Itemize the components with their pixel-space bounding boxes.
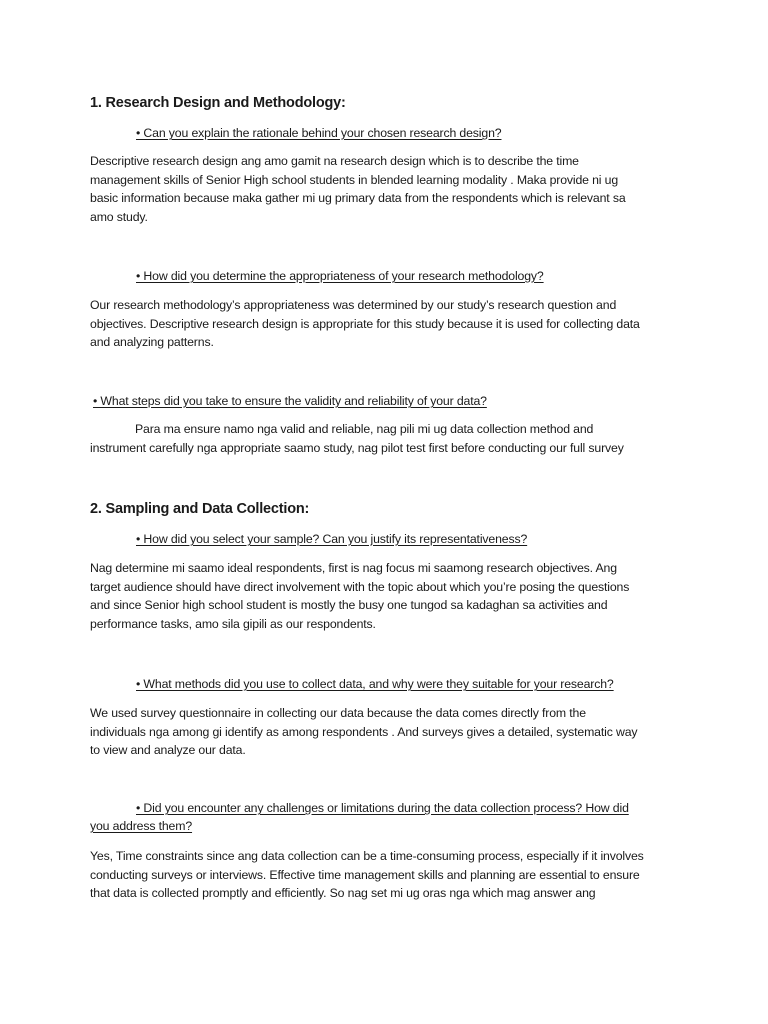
answer-line: performance tasks, amo sila gipili as our respondents. <box>90 616 376 631</box>
section-heading-research-design: 1. Research Design and Methodology: <box>90 95 346 111</box>
answer-challenges <box>90 847 690 903</box>
question-appropriateness: • How did you determine the appropriateness of your research methodology? <box>136 269 544 283</box>
answer-line: Descriptive research design ang amo gamit na research design which is to describe the time <box>90 154 579 168</box>
answer-rationale <box>90 152 690 226</box>
answer-line: instrument carefully nga appropriate saamo study, nag pilot test first before conducting our full survey <box>90 440 624 455</box>
question-challenges-cont: you address them? <box>90 819 193 833</box>
answer-line: Yes, Time constraints since ang data collection can be a time-consuming process, especially if it involves <box>90 849 644 863</box>
answer-line: amo study. <box>90 209 148 224</box>
answer-appropriateness <box>90 296 690 352</box>
answer-line: Nag determine mi saamo ideal respondents, first is nag focus mi saamong research objectives. Ang <box>90 561 617 575</box>
answer-line: management skills of Senior High school students in blended learning modality . Maka provide ni ug <box>90 172 619 187</box>
answer-sample-selection <box>90 559 690 633</box>
question-rationale: • Can you explain the rationale behind your chosen research design? <box>136 126 502 140</box>
question-validity: • What steps did you take to ensure the validity and reliability of your data? <box>93 394 487 408</box>
answer-line: Para ma ensure namo nga valid and reliable, nag pili mi ug data collection method and <box>135 422 594 436</box>
answer-line: conducting surveys or interviews. Effective time management skills and planning are essential to ensure <box>90 867 640 882</box>
answer-line: and since Senior high school student is mostly the busy one tungod sa kadaghan sa activities and <box>90 598 608 613</box>
question-sample-selection: • How did you select your sample? Can you justify its representativeness? <box>136 532 528 546</box>
answer-collection-methods <box>90 704 690 760</box>
answer-line: We used survey questionnaire in collecting our data because the data comes directly from the <box>90 706 586 720</box>
answer-line: basic information because maka gather mi ug primary data from the respondents which is relevant sa <box>90 191 626 206</box>
answer-line: individuals nga among gi identify as among respondents . And surveys gives a detailed, systematic way <box>90 724 638 739</box>
answer-line: target audience should have direct involvement with the topic about which you’re posing the questions <box>90 579 630 594</box>
answer-line: and analyzing patterns. <box>90 335 214 350</box>
section-heading-sampling: 2. Sampling and Data Collection: <box>90 501 310 517</box>
answer-line: to view and analyze our data. <box>90 743 246 758</box>
answer-line: Our research methodology’s appropriateness was determined by our study’s research question and <box>90 298 617 312</box>
answer-line: that data is collected promptly and efficiently. So nag set mi ug oras nga which mag answer ang <box>90 886 596 901</box>
answer-line: objectives. Descriptive research design is appropriate for this study because it is used for collecting data <box>90 316 640 331</box>
question-challenges: • Did you encounter any challenges or limitations during the data collection process? How did <box>136 801 629 815</box>
answer-validity <box>90 420 690 457</box>
question-collection-methods: • What methods did you use to collect data, and why were they suitable for your research? <box>136 677 614 691</box>
